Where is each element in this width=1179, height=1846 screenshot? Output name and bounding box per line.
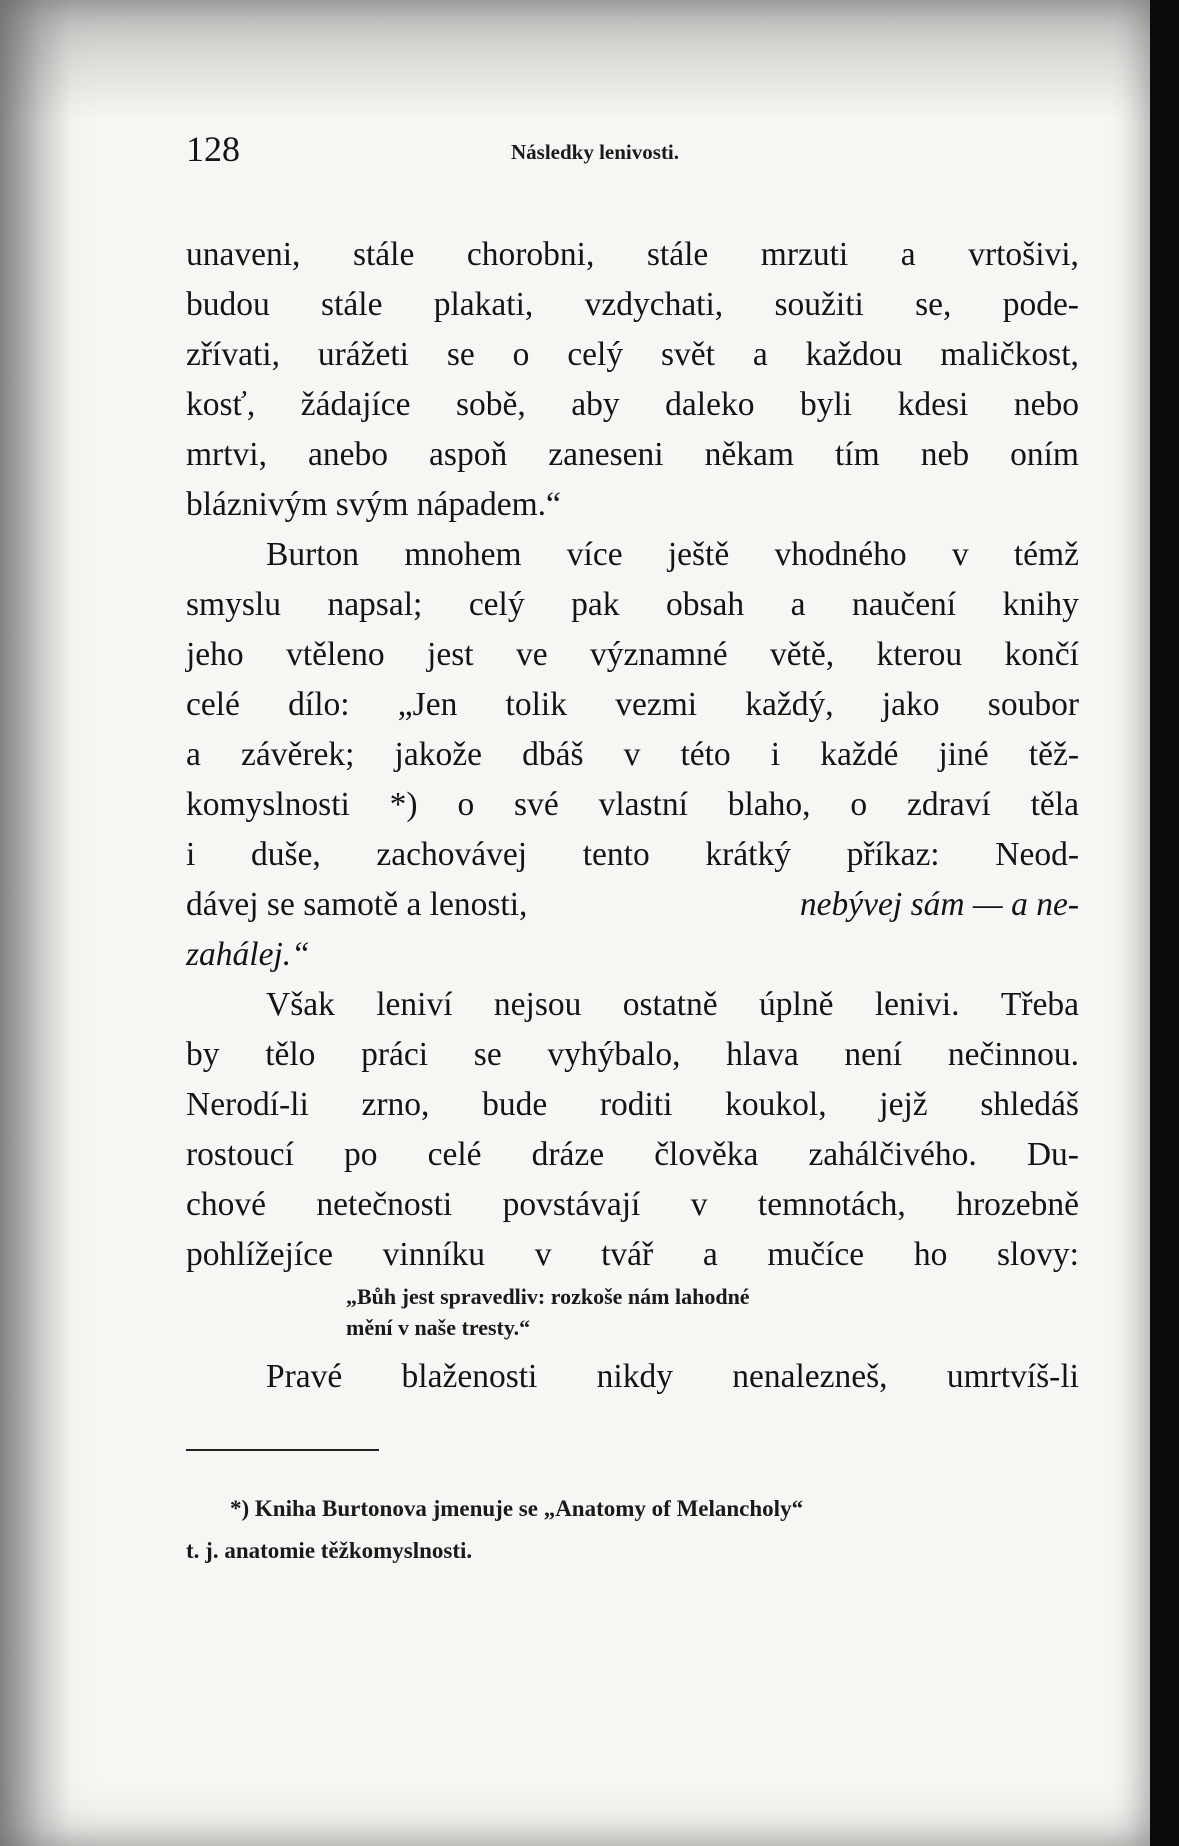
word: kdesi	[897, 386, 969, 423]
text-line	[186, 430, 1079, 480]
word: ostatně	[622, 986, 718, 1023]
text-line-italic: nebývej sám — a ne-	[799, 886, 1079, 923]
word: kosť,	[186, 386, 256, 423]
running-head: Následky lenivosti.	[511, 140, 680, 164]
word: jiné	[938, 736, 989, 773]
word: nenalezneš,	[732, 1358, 888, 1395]
word: příkaz:	[846, 836, 940, 873]
word: jako	[881, 686, 940, 723]
footnote-rule	[186, 1449, 379, 1451]
word: pohlížejíce	[186, 1236, 333, 1273]
quote-line: mění v naše tresty.“	[346, 1315, 531, 1340]
word: by	[186, 1036, 220, 1073]
word: jakože	[394, 736, 482, 773]
scan-edge	[1150, 0, 1179, 1846]
word: zrno,	[361, 1086, 430, 1123]
word: pode-	[1002, 286, 1079, 323]
word: povstávají	[502, 1186, 641, 1223]
word: jest	[427, 636, 474, 673]
word: Třeba	[1000, 986, 1079, 1023]
word: nebo	[1013, 386, 1079, 423]
word: sobě,	[455, 386, 526, 423]
word: ho	[913, 1236, 948, 1273]
word: urážeti	[317, 336, 409, 373]
text-line-roman: dávej se samotě a lenosti,	[186, 886, 528, 923]
word: nikdy	[596, 1358, 673, 1395]
word: vrtošivi,	[968, 236, 1079, 273]
word: chové	[186, 1186, 266, 1223]
word: celé	[427, 1136, 482, 1173]
word: končí	[1004, 636, 1079, 673]
word: této	[680, 736, 731, 773]
word: v	[623, 736, 641, 773]
footnote-line: *) Kniha Burtonova jmenuje se „Anatomy of Melancholy“	[230, 1496, 804, 1521]
word: celé	[186, 686, 240, 723]
word: *)	[389, 786, 418, 823]
text-line	[186, 1130, 1079, 1180]
word: slovy:	[997, 1236, 1079, 1273]
word: v	[534, 1236, 552, 1273]
text-line	[186, 280, 1079, 330]
word: Však	[266, 986, 335, 1023]
word: o	[457, 786, 475, 823]
word: vezmi	[615, 686, 698, 723]
word: koukol,	[725, 1086, 827, 1123]
word: větě,	[770, 636, 835, 673]
word: nečinnou.	[947, 1036, 1079, 1073]
word: kterou	[876, 636, 963, 673]
word: roditi	[599, 1086, 673, 1123]
word: každý,	[745, 686, 834, 723]
word: celý	[468, 586, 525, 623]
word: a	[790, 586, 806, 623]
text-line	[186, 1080, 1079, 1130]
word: v	[690, 1186, 708, 1223]
word: více	[566, 536, 623, 573]
page-header	[186, 128, 1086, 168]
word: chorobni,	[466, 236, 595, 273]
word: mučíce	[767, 1236, 865, 1273]
text-line	[186, 530, 1079, 580]
word: tělo	[265, 1036, 316, 1073]
word: „Jen	[397, 686, 458, 723]
word: ještě	[667, 536, 730, 573]
word: leniví	[376, 986, 453, 1023]
word: člověka	[654, 1136, 759, 1173]
page-spine-shadow	[0, 0, 70, 1846]
word: i	[770, 736, 781, 773]
word: Neod-	[995, 836, 1079, 873]
word: Burton	[266, 536, 360, 573]
word: vlastní	[598, 786, 688, 823]
text-line: bláznivým svým nápadem.“	[186, 486, 561, 523]
text-line	[186, 830, 1079, 880]
text-line	[186, 1030, 1079, 1080]
word: mrtvi,	[186, 436, 267, 473]
page-number: 128	[186, 129, 240, 169]
word: krátký	[705, 836, 791, 873]
word: témž	[1013, 536, 1079, 573]
text-line	[186, 230, 1079, 280]
text-line	[186, 680, 1079, 730]
word: žádajíce	[300, 386, 411, 423]
word: po	[344, 1136, 378, 1173]
word: významné	[589, 636, 728, 673]
text-line	[186, 1230, 1079, 1280]
word: anebo	[308, 436, 388, 473]
word: blaženosti	[401, 1358, 538, 1395]
body-text	[186, 230, 1079, 1280]
text-line	[186, 330, 1079, 380]
word: bude	[482, 1086, 548, 1123]
word: a	[752, 336, 768, 373]
word: soužiti	[774, 286, 864, 323]
word: hlava	[726, 1036, 799, 1073]
word: obsah	[665, 586, 745, 623]
verse-quote	[346, 1281, 916, 1343]
word: jejž	[879, 1086, 928, 1123]
word: neb	[920, 436, 970, 473]
word: dílo:	[288, 686, 350, 723]
word: úplně	[759, 986, 834, 1023]
word: stále	[321, 286, 383, 323]
word: rostoucí	[186, 1136, 294, 1173]
word: vinníku	[382, 1236, 486, 1273]
word: pak	[571, 586, 620, 623]
quote-line: „Bůh jest spravedliv: rozkoše nám lahodné	[346, 1284, 750, 1309]
word: aby	[571, 386, 620, 423]
word: zdraví	[907, 786, 991, 823]
word: i	[186, 836, 196, 873]
word: hrozebně	[956, 1186, 1079, 1223]
word: se	[446, 336, 475, 373]
word: zahálčivého.	[808, 1136, 977, 1173]
word: těla	[1030, 786, 1079, 823]
word: vhodného	[774, 536, 907, 573]
word: naučení	[851, 586, 957, 623]
word: dráze	[531, 1136, 605, 1173]
word: zachovávej	[376, 836, 528, 873]
text-line	[186, 730, 1079, 780]
word: komyslnosti	[186, 786, 350, 823]
word: lenivi.	[874, 986, 960, 1023]
word: své	[514, 786, 559, 823]
word: maličkost,	[940, 336, 1079, 373]
word: aspoň	[429, 436, 508, 473]
word: zaneseni	[548, 436, 664, 473]
word: se,	[915, 286, 952, 323]
word: unaveni,	[186, 236, 301, 273]
text-line	[266, 1358, 1079, 1396]
word: tím	[834, 436, 880, 473]
word: vzdychati,	[584, 286, 724, 323]
text-line	[186, 780, 1079, 830]
word: každou	[805, 336, 903, 373]
word: stále	[646, 236, 709, 273]
word: stále	[352, 236, 415, 273]
text-line	[186, 380, 1079, 430]
word: nejsou	[493, 986, 582, 1023]
word: někam	[704, 436, 794, 473]
word: o	[512, 336, 530, 373]
text-line-italic: zahálej.“	[186, 936, 310, 973]
footnote-line: t. j. anatomie těžkomyslnosti.	[186, 1538, 473, 1563]
word: svět	[661, 336, 715, 373]
word: knihy	[1002, 586, 1079, 623]
word: vtěleno	[286, 636, 385, 673]
word: dbáš	[522, 736, 584, 773]
word: se	[473, 1036, 502, 1073]
text-line	[186, 580, 1079, 630]
word: budou	[186, 286, 270, 323]
word: není	[844, 1036, 903, 1073]
word: celý	[567, 336, 624, 373]
word: temnotách,	[757, 1186, 906, 1223]
word: smyslu	[186, 586, 281, 623]
page-top-shadow	[0, 0, 1150, 120]
word: duše,	[250, 836, 321, 873]
word: ve	[515, 636, 548, 673]
word: v	[951, 536, 969, 573]
word: tento	[582, 836, 650, 873]
text-line-mixed	[186, 880, 1079, 930]
word: umrtvíš-li	[946, 1358, 1079, 1395]
word: netečnosti	[316, 1186, 453, 1223]
word: o	[850, 786, 868, 823]
word: a	[186, 736, 201, 773]
word: těž-	[1028, 736, 1079, 773]
word: plakati,	[433, 286, 534, 323]
word: tolik	[505, 686, 567, 723]
word: Nerodí-li	[186, 1086, 309, 1123]
word: daleko	[665, 386, 755, 423]
word: napsal;	[327, 586, 423, 623]
footnote	[186, 1488, 1086, 1572]
word: práci	[361, 1036, 429, 1073]
word: shledáš	[980, 1086, 1079, 1123]
word: mrzuti	[760, 236, 849, 273]
word: blaho,	[727, 786, 811, 823]
word: oním	[1010, 436, 1079, 473]
word: každé	[820, 736, 899, 773]
text-line	[186, 980, 1079, 1030]
word: soubor	[987, 686, 1079, 723]
text-line	[186, 630, 1079, 680]
word: a	[702, 1236, 718, 1273]
word: byli	[799, 386, 853, 423]
text-line	[186, 1180, 1079, 1230]
word: a	[900, 236, 916, 273]
word: tvář	[601, 1236, 654, 1273]
word: Pravé	[266, 1358, 343, 1395]
word: zřívati,	[186, 336, 280, 373]
word: Du-	[1026, 1136, 1079, 1173]
word: jeho	[186, 636, 244, 673]
word: vyhýbalo,	[547, 1036, 681, 1073]
word: mnohem	[404, 536, 522, 573]
word: závěrek;	[240, 736, 355, 773]
